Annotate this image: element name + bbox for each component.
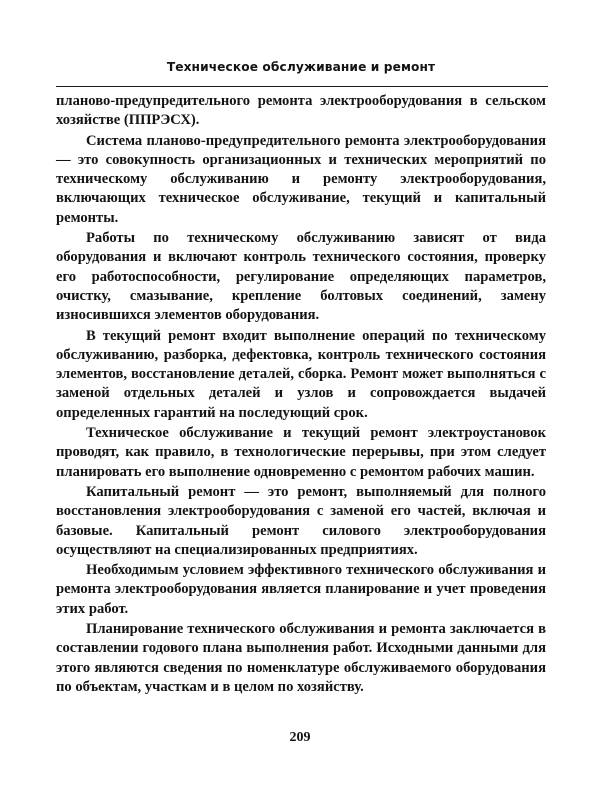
paragraph: Необходимым условием эффективного технического обслуживания и ремонта электрооборудования является планирование и учет проведения этих работ. [56, 562, 546, 617]
paragraph: В текущий ремонт входит выполнение операций по техническому обслуживанию, разборка, дефектовка, контроль технического состояния элементов, восстановление деталей, сборка. Ремонт может выполняться с заменой отдельных деталей и узлов и сопровождается выдачей определенных гарантий на последующий срок. [56, 327, 546, 421]
paragraph: Техническое обслуживание и текущий ремонт электроустановок проводят, как правило, в технологические перерывы, при этом следует планировать его выполнение одновременно с ремонтом рабочих машин. [56, 425, 546, 480]
header-rule [56, 86, 548, 87]
body-text [56, 92, 546, 697]
paragraph: Капитальный ремонт — это ремонт, выполняемый для полного восстановления электрооборудования с заменой его частей, включая и базовые. Капитальный ремонт силового электрооборудования осуществляют на специализированных предприятиях. [56, 483, 546, 558]
paragraph-continuation: планово-предупредительного ремонта электрооборудования в сельском хозяйстве (ППРЭСХ). [56, 93, 546, 129]
paragraph: Планирование технического обслуживания и ремонта заключается в составлении годового плана выполнения работ. Исходными данными для этого являются сведения по номенклатуре обслуживаемого оборудования по объектам, участкам и в целом по хозяйству. [56, 621, 546, 695]
page-number: 209 [289, 730, 311, 745]
paragraph: Работы по техническому обслуживанию зависят от вида оборудования и включают контроль технического состояния, проверку его работоспособности, регулирование определяющих параметров, очистку, смазывание, крепление болтовых соединений, замену износившихся элементов оборудования. [56, 230, 546, 324]
running-head: Техническое обслуживание и ремонт [166, 60, 436, 74]
paragraph: Система планово-предупредительного ремонта электрооборудования — это совокупность организационных и технических мероприятий по техническому обслуживанию и ремонту электрооборудования, включающих техническое обслуживание, текущий и капитальный ремонты. [56, 132, 546, 226]
